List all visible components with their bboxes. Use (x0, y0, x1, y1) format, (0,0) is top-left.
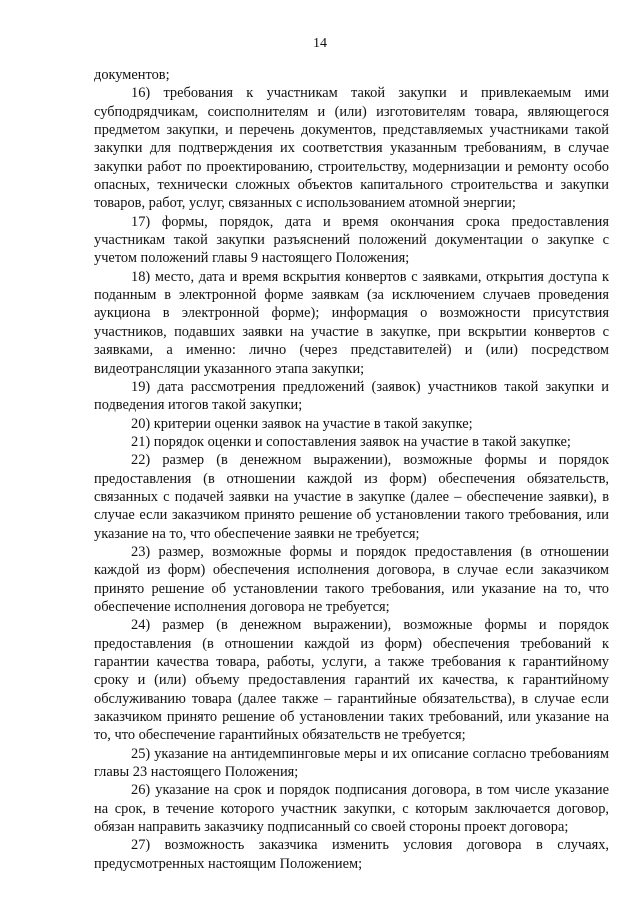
paragraph-item-26: 26) указание на срок и порядок подписания договора, в том числе указание на срок, в течение которого участник закупки, с которым заключается договор, обязан направить заказчику подписанный со своей стороны проект договора; (94, 782, 609, 836)
paragraph-item-24: 24) размер (в денежном выражении), возможные формы и порядок предоставления (в отношении каждой из форм) обеспечения требований к гарантии качества товара, работы, услуги, а также требования к гарантийному сроку и (или) объему предоставления гарантий их качества, к гарантийному обслуживанию товара (далее также – гарантийные обязательства), в случае если заказчиком принято решение об установлении таких требований, или указание на то, что обеспечение гарантийных обязательств не требуется; (94, 617, 609, 744)
document-body (94, 66, 609, 873)
paragraph-item-17: 17) формы, порядок, дата и время окончания срока предоставления участникам такой закупки разъяснений положений документации о закупке с учетом положений главы 9 настоящего Положения; (94, 213, 609, 267)
paragraph-item-23: 23) размер, возможные формы и порядок предоставления (в отношении каждой из форм) обеспечения исполнения договора, в случае если заказчиком принято решение об установлении такого требования, или указание на то, что обеспечение исполнения договора не требуется; (94, 543, 609, 615)
paragraph-item-22: 22) размер (в денежном выражении), возможные формы и порядок предоставления (в отношении каждой из форм) обеспечения обязательств, связанных с подачей заявки на участие в закупке (далее – обеспечение заявки), в случае если заказчиком принято решение об установлении такого требования, или указание на то, что обеспечение заявки не требуется; (94, 452, 609, 542)
paragraph-item-18: 18) место, дата и время вскрытия конвертов с заявками, открытия доступа к поданным в электронной форме заявкам (за исключением случаев проведения аукциона в электронной форме); информация о возможности присутствия участников, подавших заявки на участие в закупке, при вскрытии конвертов с заявками, а именно: лично (через представителей) и (или) посредством видеотрансляции указанного этапа закупки; (94, 268, 609, 377)
paragraph-item-19: 19) дата рассмотрения предложений (заявок) участников такой закупки и подведения итогов такой закупки; (94, 378, 609, 414)
paragraph-item-25: 25) указание на антидемпинговые меры и их описание согласно требованиям главы 23 настоящего Положения; (94, 745, 609, 781)
paragraph-item-20: 20) критерии оценки заявок на участие в такой закупке; (131, 415, 473, 432)
paragraph-continuation: документов; (94, 67, 170, 83)
paragraph-item-27: 27) возможность заказчика изменить условия договора в случаях, предусмотренных настоящим Положением; (94, 837, 609, 872)
paragraph-item-21: 21) порядок оценки и сопоставления заявок на участие в такой закупке; (131, 433, 571, 450)
page-number: 14 (313, 36, 327, 51)
paragraph-item-16: 16) требования к участникам такой закупки и привлекаемым ими субподрядчикам, соисполнителям и (или) изготовителям товара, являющегося предметом закупки, и перечень документов, представляемых участниками такой закупки для подтверждения их соответствия указанным требованиям, в случае закупки работ по проектированию, строительству, модернизации и ремонту особо опасных, технически сложных объектов капитального строительства и закупки товаров, работ, услуг, связанных с использованием атомной энергии; (94, 85, 609, 212)
